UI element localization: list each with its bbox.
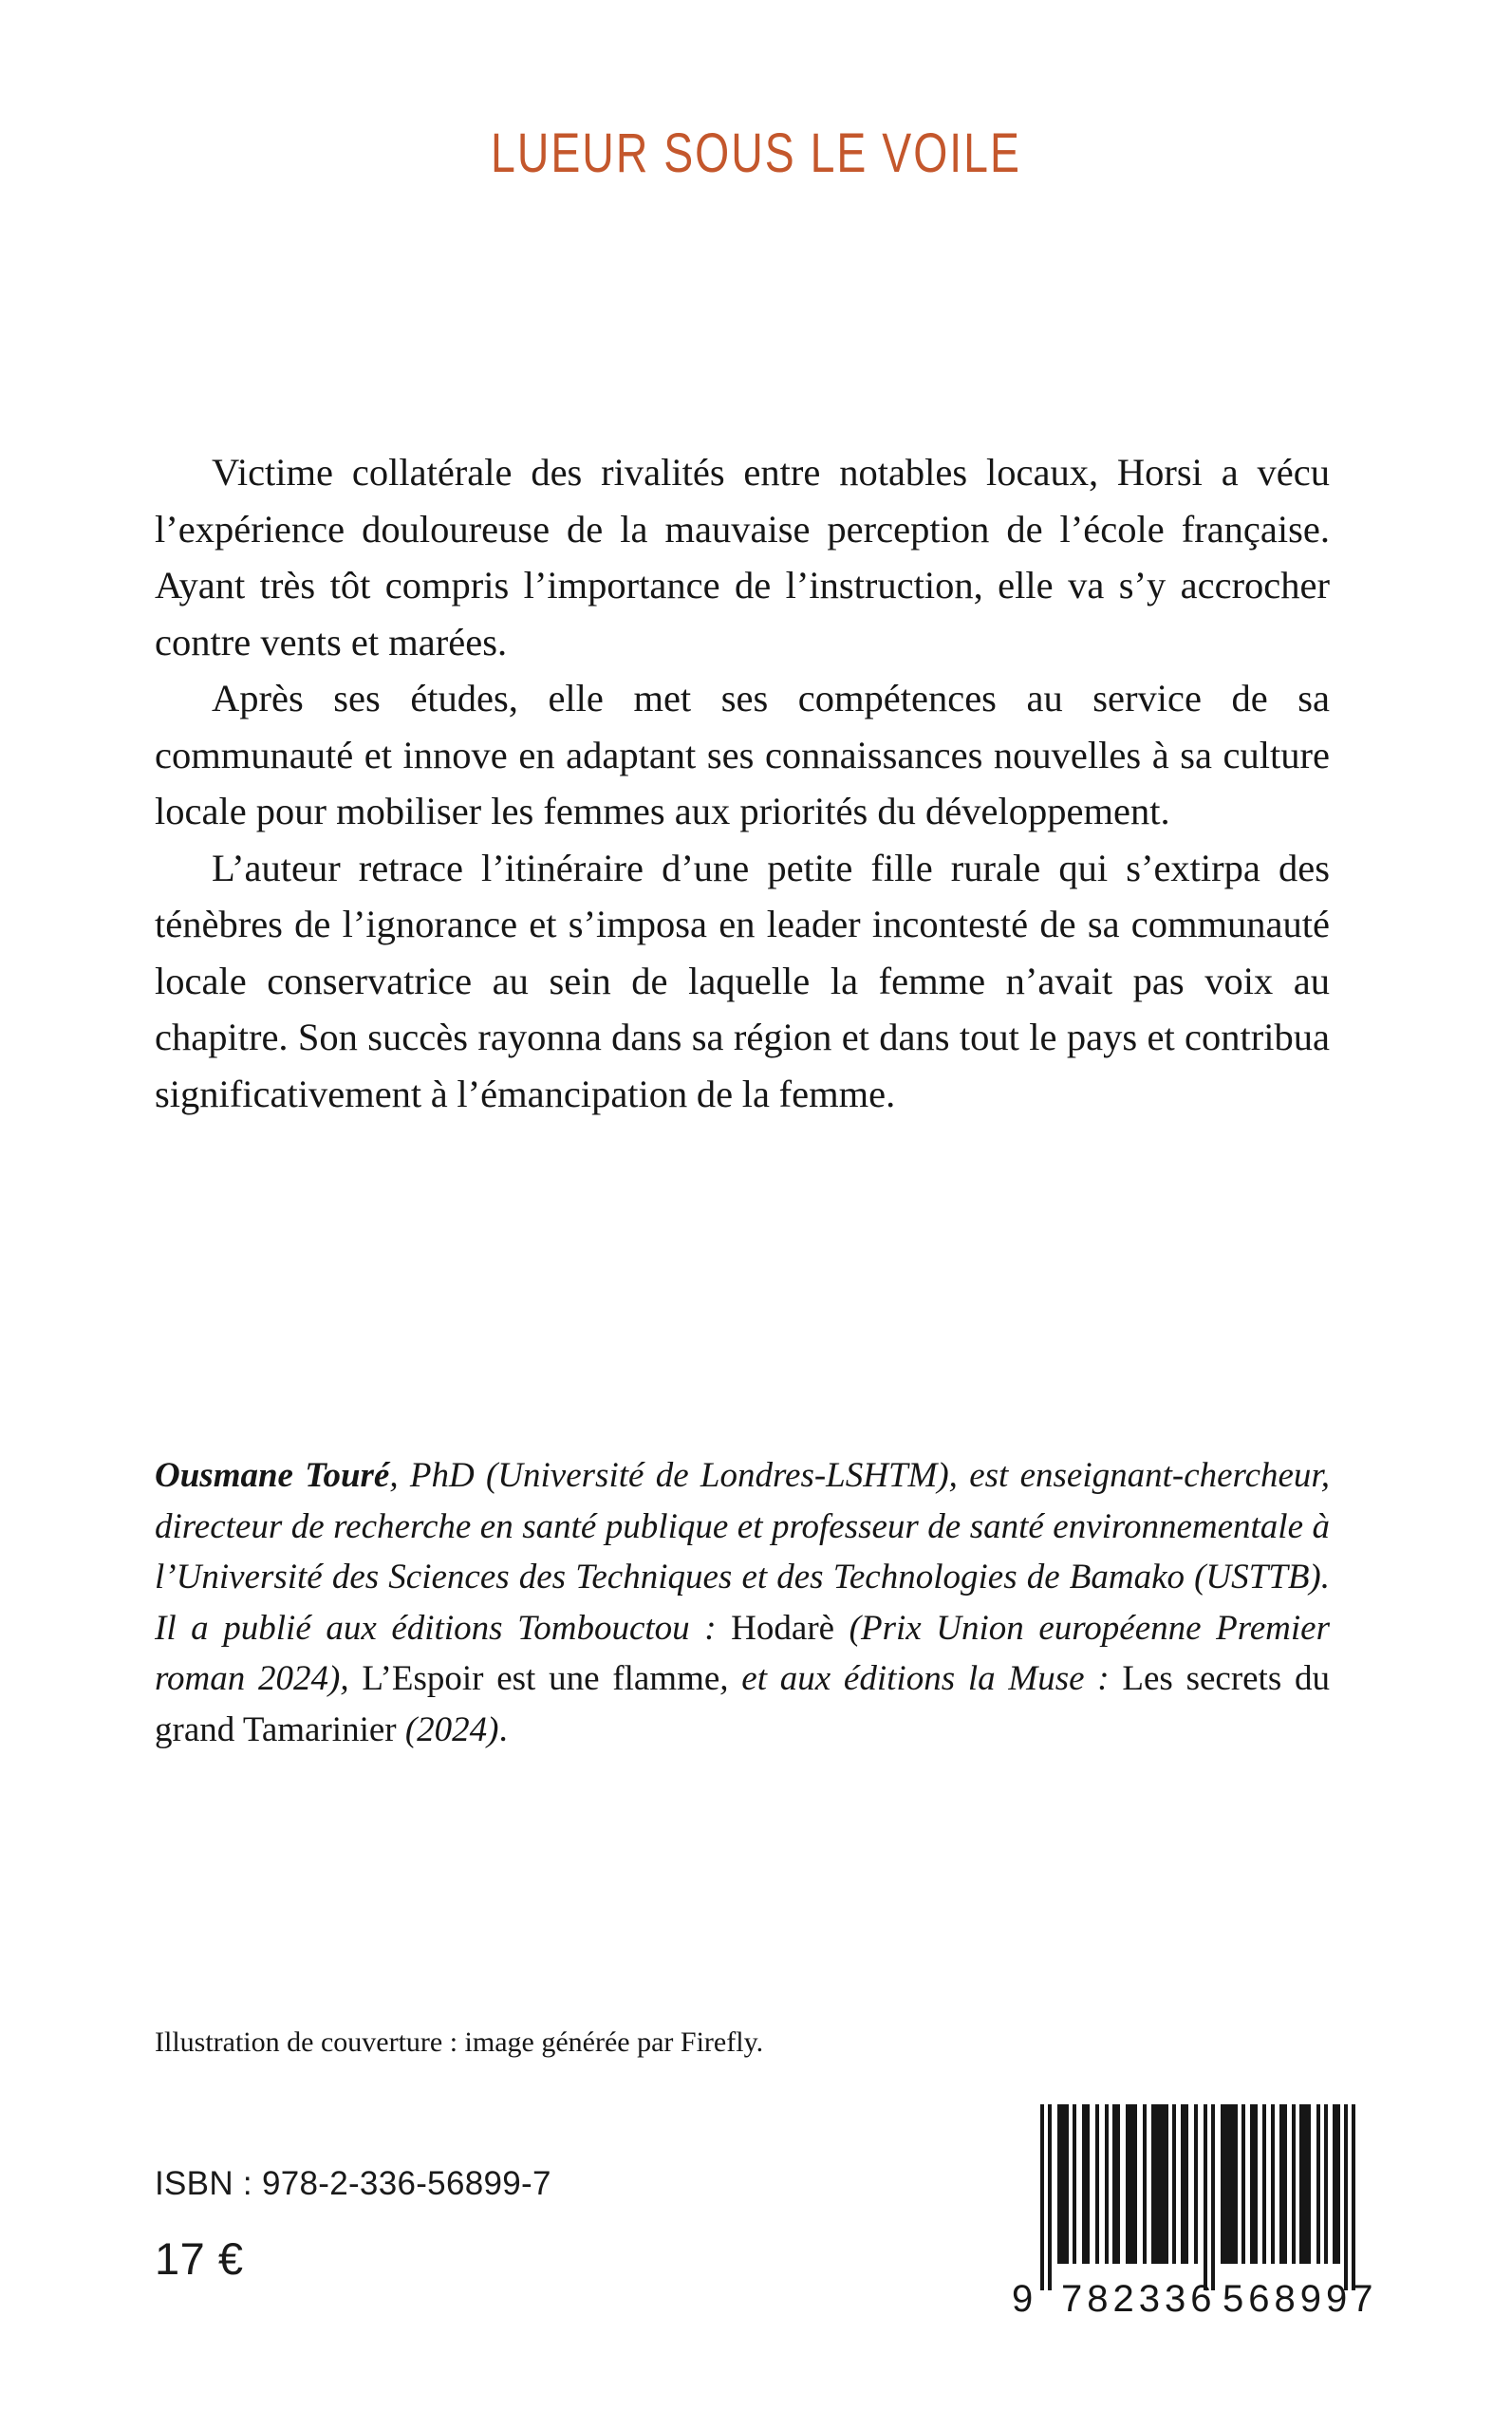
blurb-block — [155, 444, 1330, 1122]
barcode-graphic — [1004, 2097, 1378, 2334]
barcode-digit-left: 9 — [1012, 2278, 1034, 2320]
author-work-tamarinier: Les secrets du grand Tamarinier — [155, 1659, 1330, 1749]
blurb-paragraph-1: Victime collatérale des rivalités entre notables locaux, Horsi a vécu l’expérience douloureuse de la mauvaise perception de l’école française. Ayant très tôt compris l’importance de l’instruction, elle va s’y accrocher contre vents et marées. — [155, 451, 1330, 663]
author-bio-segment-5: . — [498, 1709, 508, 1749]
author-work-hodare: Hodarè — [731, 1608, 835, 1648]
page-title: LUEUR SOUS LE VOILE — [491, 122, 1021, 184]
barcode-digits-mid: 782336 — [1061, 2278, 1217, 2320]
author-bio-segment-3: , et aux éditions la Muse : — [719, 1659, 1123, 1698]
author-bio-segment-4: (2024) — [396, 1709, 499, 1749]
author-bio — [155, 1450, 1330, 1755]
author-name: Ousmane Touré — [155, 1456, 390, 1495]
blurb-paragraph-3: L’auteur retrace l’itinéraire d’une petite fille rurale qui s’extirpa des ténèbres de l’ignorance et s’imposa en leader incontesté de sa communauté locale conservatrice au sein de laquelle la femme n’avait pas voix au chapitre. Son succès rayonna dans sa région et dans tout le pays et contribua significativement à l’émancipation de la femme. — [155, 846, 1330, 1115]
author-bio-segment-2: (Prix Union européenne Premier roman 2024), — [155, 1608, 1331, 1698]
isbn-label: ISBN : 978-2-336-56899-7 — [155, 2165, 551, 2202]
author-work-espoir: L’Espoir est une flamme — [362, 1659, 720, 1698]
price-label: 17 € — [155, 2233, 244, 2284]
blurb-paragraph-2: Après ses études, elle met ses compétences au service de sa communauté et innove en adaptant ses connaissances nouvelles à sa culture locale pour mobiliser les femmes aux priorités du développement. — [155, 677, 1330, 832]
barcode-digits-right: 568997 — [1223, 2278, 1378, 2320]
ean13-barcode — [1004, 2097, 1378, 2334]
illustration-credit: Illustration de couverture : image générée par Firefly. — [155, 2026, 764, 2058]
author-bio-segment-1: , PhD (Université de Londres-LSHTM), est enseignant-chercheur, directeur de recherche en santé publique et professeur de santé environnementale à l’Université des Sciences des Techniques et des Technologies de Bamako (USTTB). Il a publié aux éditions Tombouctou : — [155, 1456, 1330, 1648]
